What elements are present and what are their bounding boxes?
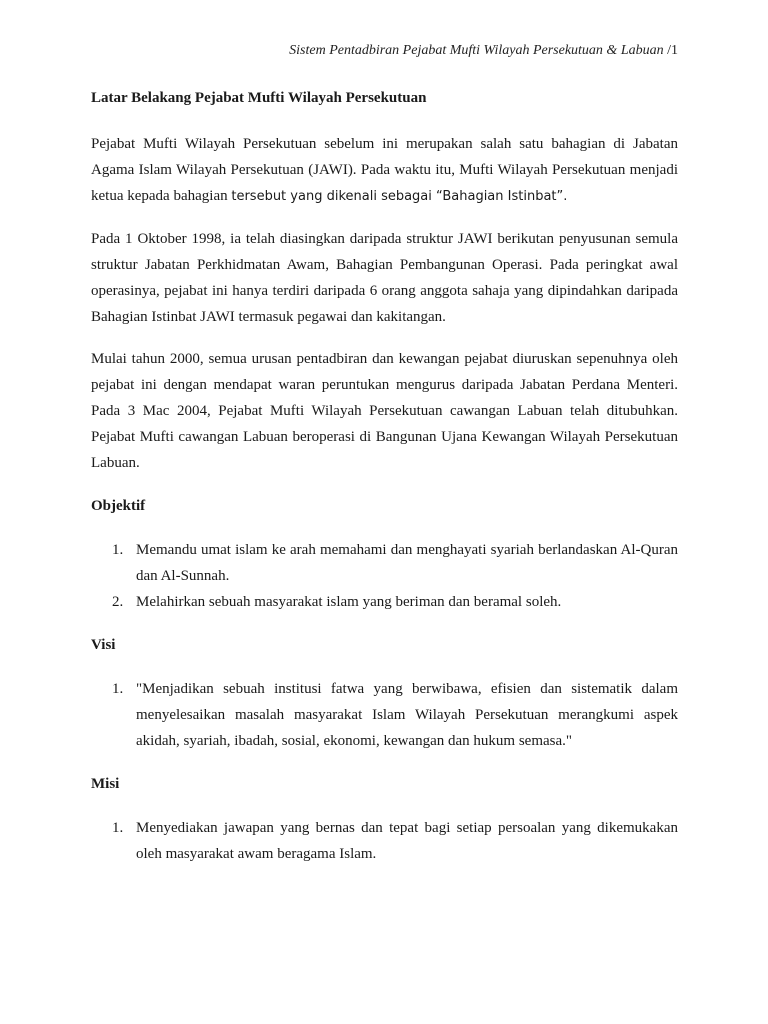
list-item — [91, 537, 678, 589]
paragraph-background-3: Mulai tahun 2000, semua urusan pentadbiran dan kewangan pejabat diuruskan sepenuhnya oleh pejabat ini dengan mendapat waran peruntukan mengurus daripada Jabatan Perdana Menteri. Pada 3 Mac 2004, Pejabat Mufti Wilayah Persekutuan cawangan Labuan telah ditubuhkan. Pejabat Mufti cawangan Labuan beroperasi di Bangunan Ujana Kewangan Wilayah Persekutuan Labuan. — [91, 351, 678, 471]
section-heading-mission: Misi — [91, 776, 120, 792]
list-item — [91, 589, 678, 615]
list-item-number: 1. — [112, 681, 124, 697]
paragraph-background-1 — [91, 131, 678, 210]
mission-list — [91, 815, 678, 867]
list-item-text: Melahirkan sebuah masyarakat islam yang beriman dan beramal soleh. — [136, 594, 562, 610]
list-item-text: Menyediakan jawapan yang bernas dan tepat bagi setiap persoalan yang dikemukakan oleh masyarakat awam beragama Islam. — [136, 820, 678, 862]
list-item-number: 2. — [112, 594, 124, 610]
objective-list — [91, 537, 678, 615]
list-item — [91, 815, 678, 867]
vision-list — [91, 676, 678, 754]
running-header — [289, 43, 678, 59]
list-item-text: Memandu umat islam ke arah memahami dan menghayati syariah berlandaskan Al-Quran dan Al-Sunnah. — [136, 542, 678, 584]
paragraph-background-1-tail: tersebut yang dikenali sebagai “Bahagian Istinbat”. — [231, 189, 568, 204]
section-heading-vision: Visi — [91, 637, 116, 653]
list-item-text: "Menjadikan sebuah institusi fatwa yang berwibawa, efisien dan sistematik dalam menyelesaikan masalah masyarakat Islam Wilayah Persekutuan merangkumi aspek akidah, syariah, ibadah, sosial, ekonomi, kewangan dan hukum semasa." — [136, 681, 678, 749]
page-number: /1 — [667, 43, 678, 58]
paragraph-background-2: Pada 1 Oktober 1998, ia telah diasingkan daripada struktur JAWI berikutan penyusunan semula struktur Jabatan Perkhidmatan Awam, Bahagian Pembangunan Operasi. Pada peringkat awal operasinya, pejabat ini hanya terdiri daripada 6 orang anggota sahaja yang dipindahkan daripada Bahagian Istinbat JAWI termasuk pegawai dan kakitangan. — [91, 231, 678, 325]
paragraph-background-1-main: Pejabat Mufti Wilayah Persekutuan sebelum ini merupakan salah satu bahagian di Jabatan Agama Islam Wilayah Persekutuan (JAWI). Pada waktu itu, Mufti Wilayah Persekutuan menjadi ketua kepada bahagian — [91, 136, 678, 204]
list-item-number: 1. — [112, 820, 124, 836]
section-heading-objective: Objektif — [91, 498, 146, 514]
list-item-number: 1. — [112, 542, 124, 558]
list-item — [91, 676, 678, 754]
header-title: Sistem Pentadbiran Pejabat Mufti Wilayah Persekutuan & Labuan — [289, 43, 664, 58]
section-heading-background: Latar Belakang Pejabat Mufti Wilayah Persekutuan — [91, 90, 427, 106]
